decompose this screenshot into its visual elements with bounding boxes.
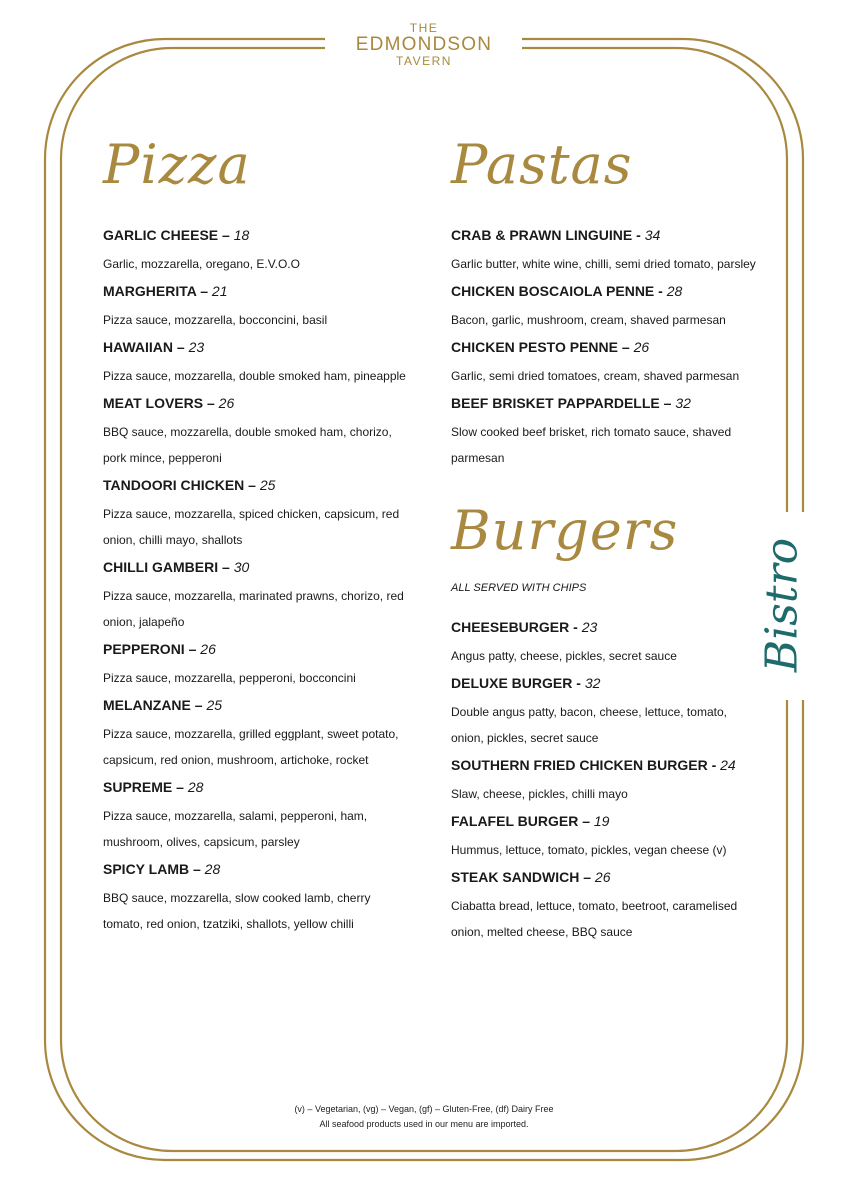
menu-item-description: Slaw, cheese, pickles, chilli mayo	[451, 787, 628, 801]
menu-item-price: 28	[666, 283, 683, 299]
price-separator: –	[184, 641, 201, 657]
menu-item-name: FALAFEL BURGER	[451, 813, 579, 829]
menu-item-price: 24	[720, 757, 736, 773]
pizza-list	[103, 226, 423, 942]
menu-item-title	[103, 640, 423, 658]
price-separator: –	[173, 339, 189, 355]
menu-item	[451, 812, 781, 868]
price-separator: -	[572, 675, 585, 691]
menu-item	[103, 640, 423, 696]
menu-item-description: onion, melted cheese, BBQ sauce	[451, 925, 633, 939]
menu-item-title	[103, 338, 423, 356]
menu-item	[103, 282, 423, 338]
menu-footer	[0, 1102, 848, 1132]
menu-item-description: tomato, red onion, tzatziki, shallots, yellow chilli	[103, 917, 354, 931]
pastas-heading: Pastas	[451, 133, 633, 196]
menu-item-price: 18	[233, 227, 250, 243]
menu-item-description: Double angus patty, bacon, cheese, lettuce, tomato,	[451, 705, 727, 719]
menu-item-description: Pizza sauce, mozzarella, pepperoni, bocconcini	[103, 671, 356, 685]
price-separator: –	[579, 869, 595, 885]
menu-item-description: Pizza sauce, mozzarella, marinated prawns, chorizo, red	[103, 589, 404, 603]
menu-item	[103, 558, 423, 640]
menu-item	[451, 226, 781, 282]
menu-item	[103, 476, 423, 558]
menu-item-description: parmesan	[451, 451, 505, 465]
menu-item-name: TANDOORI CHICKEN	[103, 477, 245, 493]
menu-item-title	[103, 778, 423, 796]
menu-item-name: STEAK SANDWICH	[451, 869, 580, 885]
chips-note: ALL SERVED WITH CHIPS	[451, 582, 587, 594]
menu-item-name: HAWAIIAN	[103, 339, 173, 355]
price-separator: –	[218, 227, 234, 243]
menu-item-name: BEEF BRISKET PAPPARDELLE	[451, 395, 660, 411]
menu-item-description: Angus patty, cheese, pickles, secret sauce	[451, 649, 677, 663]
logo-line-tavern: TAVERN	[396, 54, 452, 68]
menu-item-title	[451, 618, 781, 636]
menu-item-name: MARGHERITA	[103, 283, 197, 299]
price-separator: –	[578, 813, 594, 829]
price-separator: –	[244, 477, 260, 493]
price-separator: –	[203, 395, 219, 411]
menu-item-name: PEPPERONI	[103, 641, 185, 657]
menu-item-title	[451, 812, 781, 830]
price-separator: -	[707, 757, 721, 773]
menu-item-title	[451, 674, 781, 692]
menu-item	[451, 338, 781, 394]
menu-item-price: 26	[218, 395, 235, 411]
menu-item-title	[103, 860, 423, 878]
menu-item	[451, 618, 781, 674]
menu-item-price: 26	[200, 641, 216, 657]
pastas-list	[451, 226, 781, 476]
menu-item-name: SPICY LAMB	[103, 861, 190, 877]
menu-item-description: pork mince, pepperoni	[103, 451, 222, 465]
menu-item	[103, 860, 423, 942]
menu-item-description: Pizza sauce, mozzarella, spiced chicken, capsicum, red	[103, 507, 400, 521]
menu-item-description: Pizza sauce, mozzarella, double smoked ham, pineapple	[103, 369, 406, 383]
menu-item-name: MELANZANE	[103, 697, 191, 713]
menu-item-description: Pizza sauce, mozzarella, grilled eggplant, sweet potato,	[103, 727, 399, 741]
menu-item-title	[103, 476, 423, 494]
price-separator: –	[196, 283, 212, 299]
menu-item-description: Garlic butter, white wine, chilli, semi dried tomato, parsley	[451, 257, 756, 271]
dietary-legend: (v) – Vegetarian, (vg) – Vegan, (gf) – Gluten-Free, (df) Dairy Free	[294, 1104, 554, 1114]
menu-item-price: 32	[675, 395, 691, 411]
logo-line-the: THE	[409, 21, 439, 35]
menu-item-price: 28	[204, 861, 221, 877]
menu-item	[103, 226, 423, 282]
burgers-list	[451, 618, 781, 950]
menu-item-name: CHICKEN PESTO PENNE	[451, 339, 618, 355]
menu-item-title	[103, 282, 423, 300]
menu-item-name: DELUXE BURGER	[451, 675, 573, 691]
menu-item-description: Bacon, garlic, mushroom, cream, shaved parmesan	[451, 313, 726, 327]
menu-item-name: CHICKEN BOSCAIOLA PENNE	[451, 283, 655, 299]
price-separator: –	[189, 861, 205, 877]
price-separator: -	[569, 619, 582, 635]
logo-line-edmondson: EDMONDSON	[355, 34, 493, 55]
menu-item-description: Ciabatta bread, lettuce, tomato, beetroot, caramelised	[451, 899, 738, 913]
menu-item-price: 34	[644, 227, 661, 243]
pizza-heading: Pizza	[103, 133, 251, 196]
menu-item	[103, 394, 423, 476]
menu-item-name: MEAT LOVERS	[103, 395, 204, 411]
menu-item	[451, 282, 781, 338]
menu-item-price: 30	[233, 559, 250, 575]
menu-item	[103, 696, 423, 778]
price-separator: -	[632, 227, 645, 243]
bistro-label-text: Bistro	[756, 537, 808, 673]
tavern-logo	[340, 22, 508, 68]
menu-item-name: CHEESEBURGER	[451, 619, 570, 635]
menu-item-title	[451, 226, 781, 244]
menu-item-title	[103, 226, 423, 244]
price-separator: –	[190, 697, 207, 713]
menu-item-title	[451, 756, 781, 774]
menu-item-description: Hummus, lettuce, tomato, pickles, vegan cheese (v)	[451, 843, 727, 857]
menu-item	[103, 778, 423, 860]
menu-item-title	[451, 282, 781, 300]
menu-item-name: CRAB & PRAWN LINGUINE	[451, 227, 633, 243]
burgers-heading: Burgers	[451, 499, 679, 562]
menu-item-description: Pizza sauce, mozzarella, salami, pepperoni, ham,	[103, 809, 368, 823]
menu-item	[451, 394, 781, 476]
burgers-note	[451, 582, 586, 594]
seafood-note: All seafood products used in our menu are imported.	[319, 1119, 529, 1129]
menu-item-title	[103, 558, 423, 576]
menu-item-price: 32	[584, 675, 601, 691]
price-separator: –	[618, 339, 634, 355]
price-separator: –	[659, 395, 676, 411]
menu-item-price: 25	[259, 477, 276, 493]
menu-item	[103, 338, 423, 394]
menu-item	[451, 674, 781, 756]
menu-item-name: GARLIC CHEESE	[103, 227, 219, 243]
menu-item-description: Slow cooked beef brisket, rich tomato sauce, shaved	[451, 425, 732, 439]
menu-item-price: 23	[581, 619, 598, 635]
menu-item-title	[451, 868, 781, 886]
price-separator: –	[172, 779, 188, 795]
menu-item-title	[103, 696, 423, 714]
menu-item-description: BBQ sauce, mozzarella, slow cooked lamb, cherry	[103, 891, 371, 905]
menu-item-title	[103, 394, 423, 412]
menu-item-price: 23	[188, 339, 205, 355]
menu-item-title	[451, 338, 781, 356]
menu-item-description: Pizza sauce, mozzarella, bocconcini, basil	[103, 313, 328, 327]
menu-item-description: onion, pickles, secret sauce	[451, 731, 599, 745]
menu-item-description: mushroom, olives, capsicum, parsley	[103, 835, 300, 849]
menu-item-description: onion, jalapeño	[103, 615, 185, 629]
menu-item-price: 21	[211, 283, 228, 299]
menu-item-description: onion, chilli mayo, shallots	[103, 533, 243, 547]
menu-item-description: BBQ sauce, mozzarella, double smoked ham, chorizo,	[103, 425, 392, 439]
menu-item-title	[451, 394, 781, 412]
menu-item-price: 25	[206, 697, 223, 713]
price-separator: -	[654, 283, 667, 299]
menu-item	[451, 756, 781, 812]
menu-item-description: Garlic, mozzarella, oregano, E.V.O.O	[103, 257, 300, 271]
menu-item-description: Garlic, semi dried tomatoes, cream, shaved parmesan	[451, 369, 740, 383]
menu-item-price: 26	[594, 869, 611, 885]
menu-item	[451, 868, 781, 950]
menu-item-price: 28	[187, 779, 204, 795]
menu-item-price: 19	[593, 813, 610, 829]
price-separator: –	[218, 559, 234, 575]
menu-item-name: CHILLI GAMBERI	[103, 559, 219, 575]
menu-item-description: capsicum, red onion, mushroom, artichoke, rocket	[103, 753, 369, 767]
menu-item-price: 26	[633, 339, 650, 355]
menu-item-name: SOUTHERN FRIED CHICKEN BURGER	[451, 757, 708, 773]
menu-item-name: SUPREME	[103, 779, 173, 795]
